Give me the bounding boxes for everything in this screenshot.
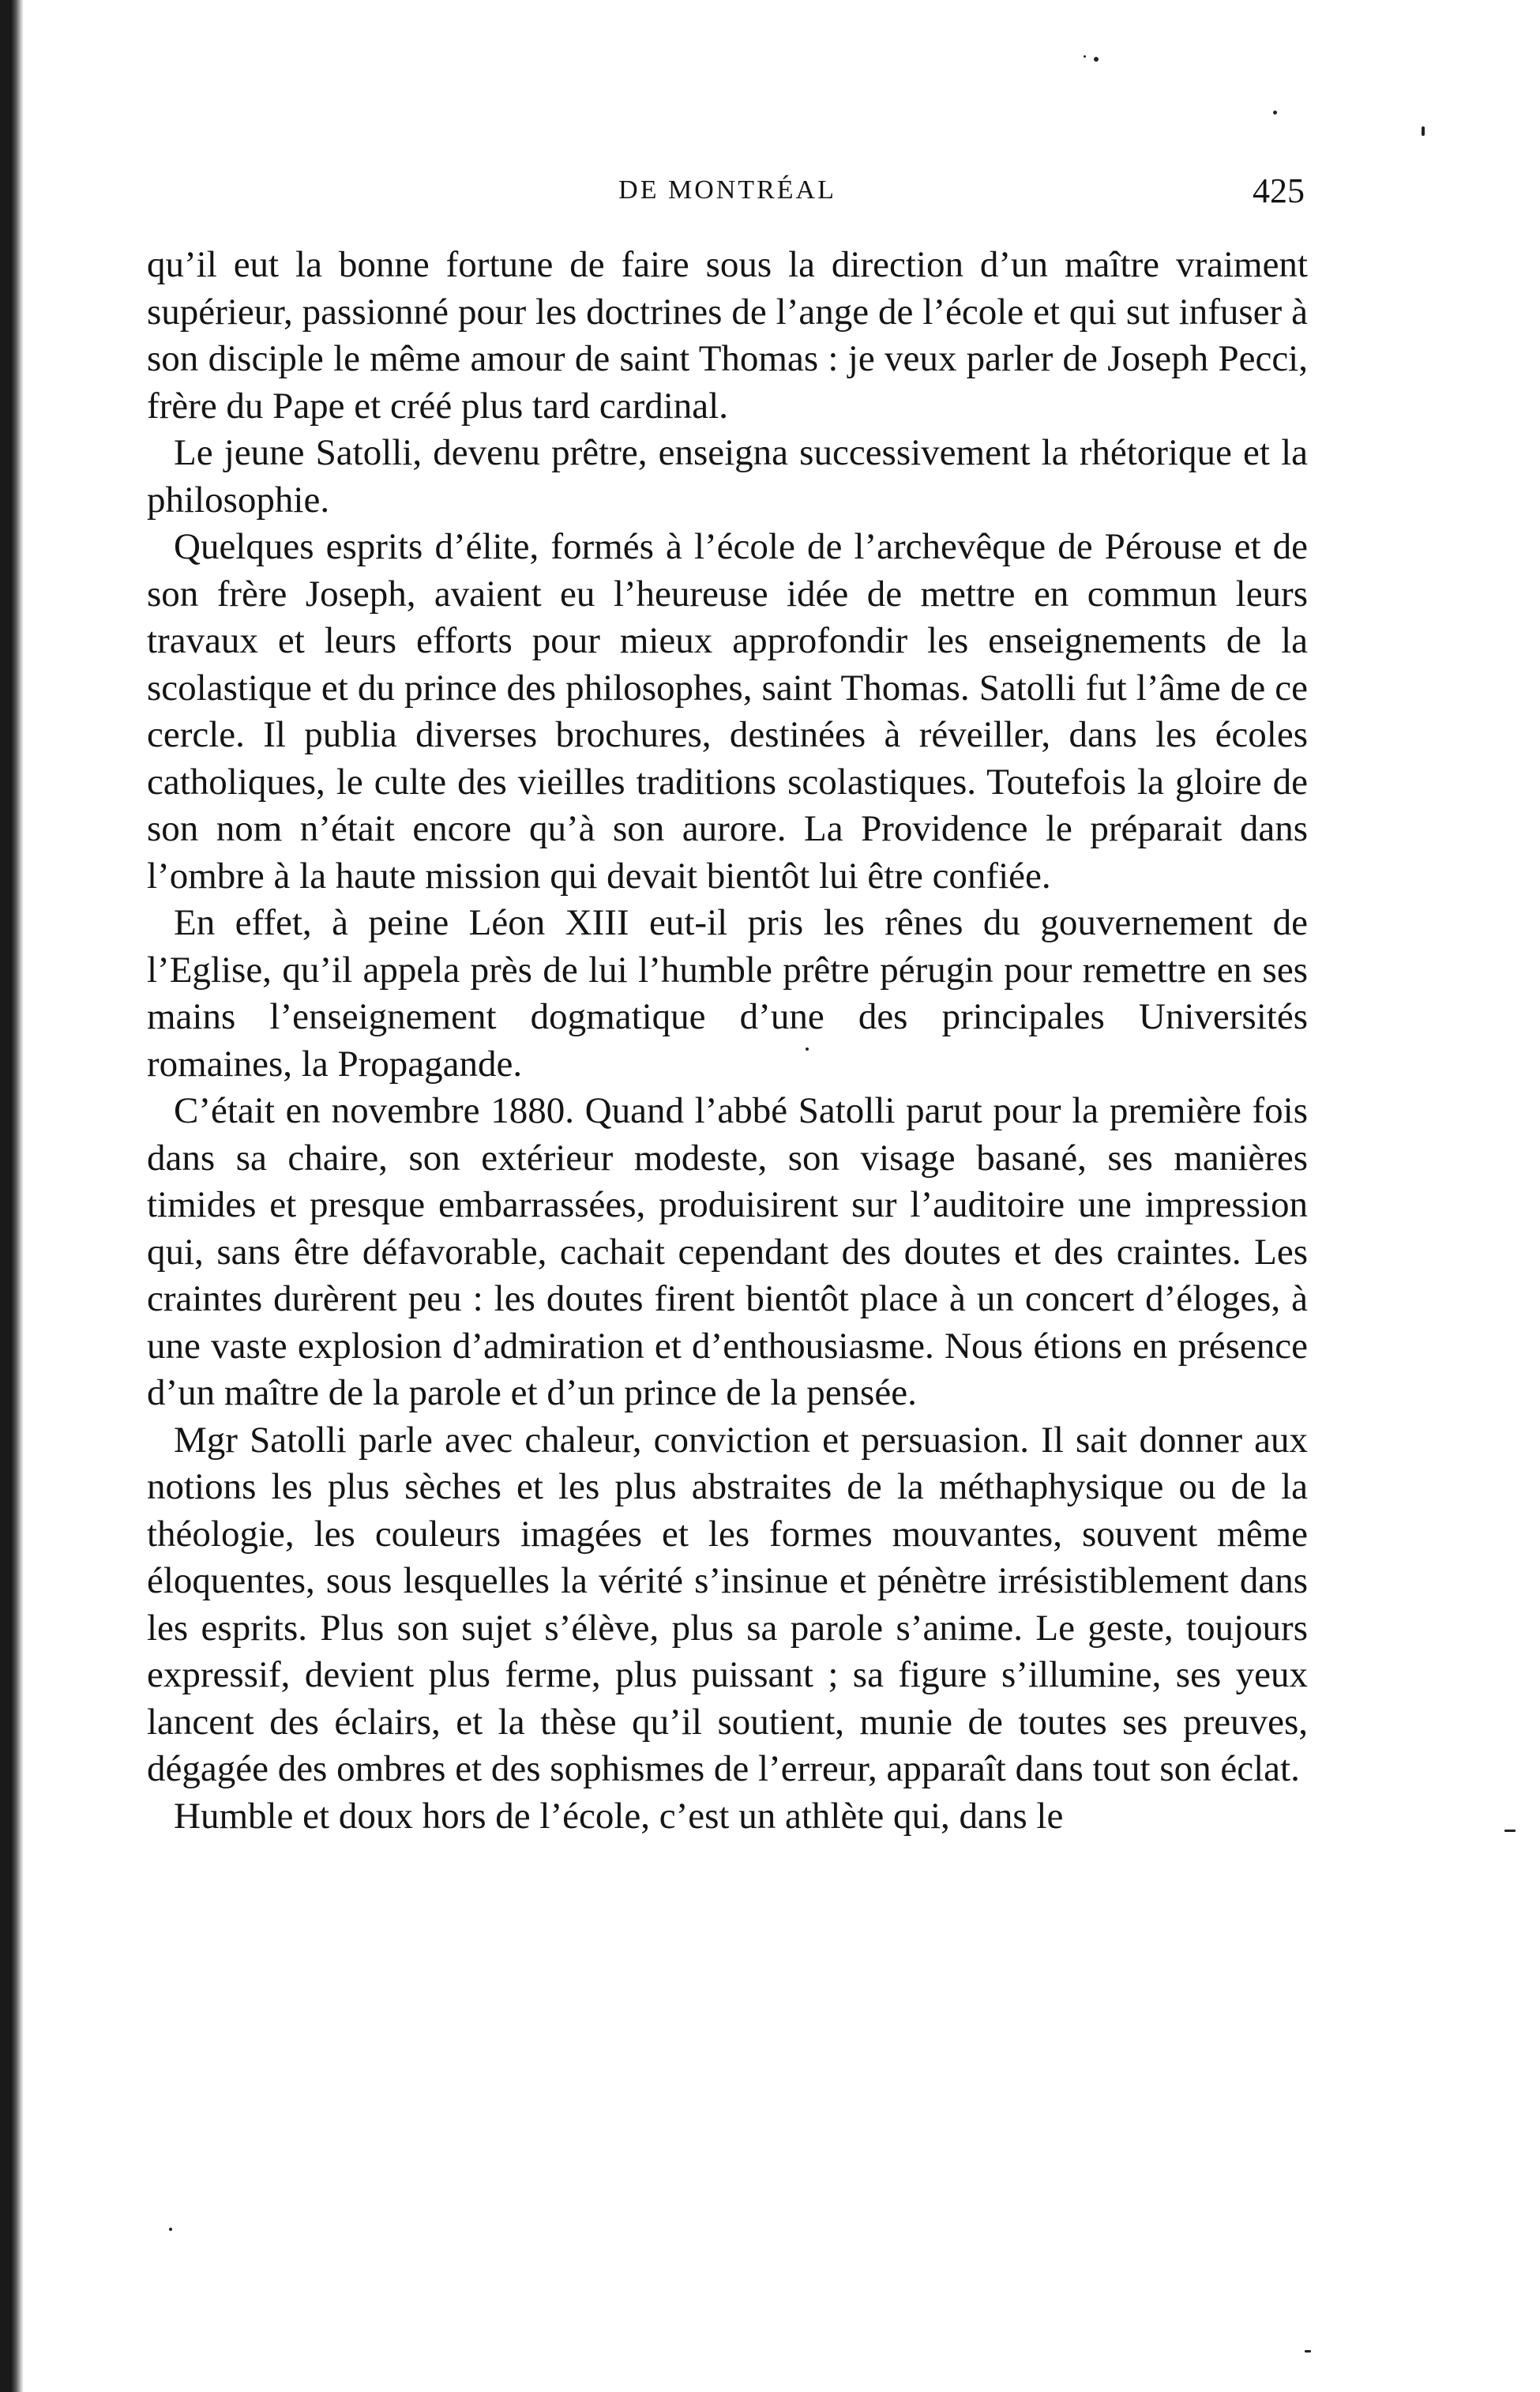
scan-speck [1422, 126, 1425, 136]
paragraph: Le jeune Satolli, devenu prêtre, enseigna successivement la rhétorique et la philosophie. [147, 432, 1308, 521]
paragraph: En effet, à peine Léon XIII eut-il pris les rênes du gouvernement de l’Eglise, qu’il appela près de lui l’humble prêtre pérugin pour remettre en ses mains l’enseignement dogmatique d’une des principales Universités romaines, la Propagande. [147, 902, 1308, 1085]
scan-speck [1504, 1830, 1516, 1832]
page-header [150, 171, 1305, 223]
page-number: 425 [1253, 171, 1305, 210]
scan-speck [1084, 55, 1086, 58]
scan-speck [1305, 2350, 1311, 2353]
body-text [147, 242, 1308, 1840]
scan-speck [1273, 111, 1277, 115]
page-binding-edge [0, 0, 24, 2392]
paragraph: C’était en novembre 1880. Quand l’abbé Satolli parut pour la première fois dans sa chaire, son extérieur modeste, son visage basané, ses manières timides et presque embarrassées, produisirent sur l’auditoire une impression qui, sans être défavorable, cachait cependant des doutes et des craintes. Les craintes durèrent peu : les doutes firent bientôt place à un concert d’éloges, à une vaste explosion d’admiration et d’enthousiasme. Nous étions en présence d’un maître de la parole et d’un prince de la pensée. [147, 1090, 1308, 1413]
paragraph: Quelques esprits d’élite, formés à l’école de l’archevêque de Pérouse et de son frère Joseph, avaient eu l’heureuse idée de mettre en commun leurs travaux et leurs efforts pour mieux approfondir les enseignements de la scolastique et du prince des philosophes, saint Thomas. Satolli fut l’âme de ce cercle. Il publia diverses brochures, destinées à réveiller, dans les écoles catholiques, le culte des vieilles traditions scolastiques. Toutefois la gloire de son nom n’était encore qu’à son aurore. La Providence le préparait dans l’ombre à la haute mission qui devait bientôt lui être confiée. [147, 526, 1308, 897]
paragraph: Humble et doux hors de l’école, c’est un athlète qui, dans le [174, 1795, 1064, 1837]
paragraph: qu’il eut la bonne fortune de faire sous la direction d’un maître vraiment supérieur, passionné pour les doctrines de l’ange de l’école et qui sut infuser à son disciple le même amour de saint Thomas : je veux parler de Joseph Pecci, frère du Pape et créé plus tard cardinal. [147, 244, 1308, 427]
scan-speck [1094, 57, 1099, 62]
scan-speck [169, 2228, 172, 2231]
paragraph: Mgr Satolli parle avec chaleur, conviction et persuasion. Il sait donner aux notions les plus sèches et les plus abstraites de la méthaphysique ou de la théologie, les couleurs imagées et les formes mouvantes, souvent même éloquentes, sous lesquelles la vérité s’insinue et pénètre irrésistiblement dans les esprits. Plus son sujet s’élève, plus sa parole s’anime. Le geste, toujours expressif, devient plus ferme, plus puissant ; sa figure s’illumine, ses yeux lancent des éclairs, et la thèse qu’il soutient, munie de toutes ses preuves, dégagée des ombres et des sophismes de l’erreur, apparaît dans tout son éclat. [147, 1419, 1308, 1789]
running-title: DE MONTRÉAL [618, 175, 836, 205]
